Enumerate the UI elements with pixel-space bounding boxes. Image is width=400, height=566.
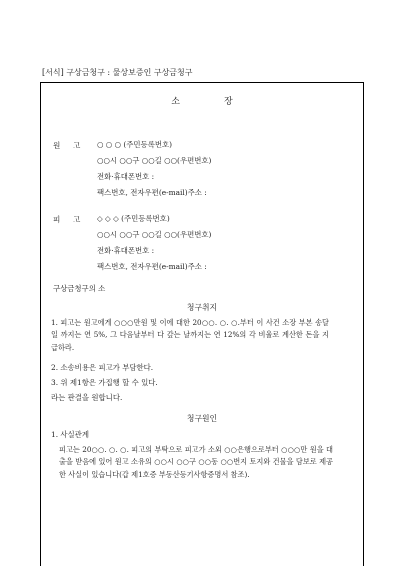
form-caption: [서식] 구상금청구 : 물상보증인 구상금청구 [42, 68, 193, 77]
claim-purpose-item-1: 1. 피고는 원고에게 ○○○만원 및 이에 대한 20○○. ○. ○.부터 이 사건 소장 부본 송달일 까지는 연 5%, 그 다음날부터 다 갚는 날까지는 연 12%의 각 비율로 계산한 돈을 지급하라. [51, 318, 329, 352]
plaintiff-role-right: 고 [73, 141, 81, 150]
defendant-phone: 전화·휴대폰번호 : [97, 246, 155, 255]
defendant-role-left: 피 [53, 215, 61, 224]
document-title-left: 소 [171, 97, 180, 107]
claim-purpose-item-3: 3. 위 제1항은 가집행 할 수 있다. [51, 378, 158, 387]
claim-purpose-closing: 라는 판결을 원합니다. [51, 393, 123, 402]
document-title [41, 97, 363, 108]
document-title-right: 장 [224, 97, 233, 107]
defendant-name: ◇ ◇ ◇ (주민등록번호) [97, 214, 170, 223]
claim-cause-subheading: 1. 사실관계 [51, 430, 89, 439]
defendant-fax-email: 팩스번호, 전자우편(e-mail)주소 : [97, 262, 207, 271]
case-name: 구상금청구의 소 [53, 284, 106, 293]
plaintiff-address: ○○시 ○○구 ○○길 ○○(우편번호) [97, 156, 212, 165]
document-frame [40, 82, 364, 566]
plaintiff-phone: 전화·휴대폰번호 : [97, 172, 155, 181]
plaintiff-name: ○ ○ ○ (주민등록번호) [97, 140, 172, 149]
defendant-address: ○○시 ○○구 ○○길 ○○(우편번호) [97, 230, 212, 239]
claim-purpose-item-2: 2. 소송비용은 피고가 부담한다. [51, 363, 154, 372]
plaintiff-role-left: 원 [53, 141, 61, 150]
claim-cause-heading: 청구원인 [186, 414, 218, 423]
plaintiff-fax-email: 팩스번호, 전자우편(e-mail)주소 : [97, 188, 207, 197]
claim-cause-body: 피고는 20○○. ○. ○. 피고의 부탁으로 피고가 소외 ○○은행으로부터 ○○○만 원을 대출을 받음에 있어 원고 소유의 ○○시 ○○구 ○○동 ○○번지 토지와 건물을 담보로 제공한 사실이 있습니다(갑 제1호증 부동산등기사항증명서 참조). [59, 445, 333, 479]
defendant-role-right: 고 [73, 215, 81, 224]
claim-purpose-heading: 청구취지 [186, 303, 218, 312]
